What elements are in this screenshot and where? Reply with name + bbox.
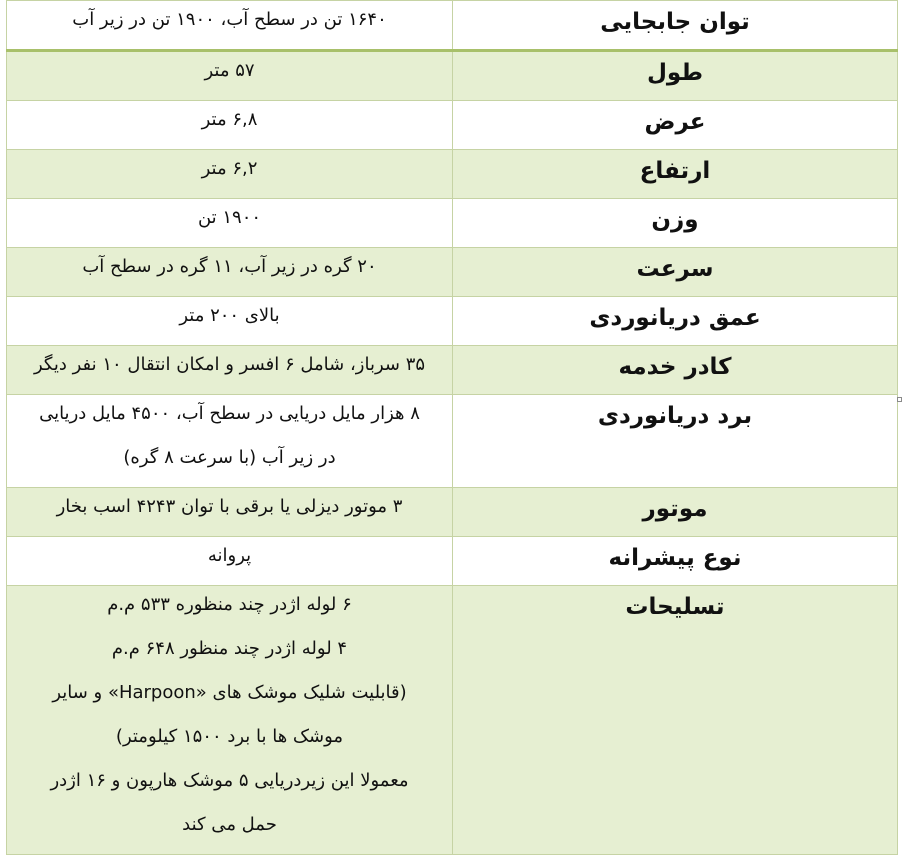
table-row: [7, 150, 898, 199]
row-value: [7, 51, 453, 101]
row-label: برد دریانوردی: [453, 395, 898, 488]
row-value: [7, 537, 453, 586]
row-label: توان جابجایی: [453, 1, 898, 51]
row-label: سرعت: [453, 248, 898, 297]
row-label: ارتفاع: [453, 150, 898, 199]
row-value: [7, 1, 453, 51]
table-row: [7, 395, 898, 488]
value-line: ۱۹۰۰ تن: [197, 207, 262, 228]
row-value: [7, 395, 453, 488]
row-label: عمق دریانوردی: [453, 297, 898, 346]
row-label: وزن: [453, 199, 898, 248]
row-value: [7, 297, 453, 346]
value-line: ۶ لوله اژدر چند منظوره ۵۳۳ م.م: [107, 594, 352, 615]
row-value: [7, 150, 453, 199]
resize-handle[interactable]: [897, 397, 902, 402]
value-line: ۳ موتور دیزلی یا برقی با توان ۴۲۴۳ اسب بخار: [56, 496, 403, 517]
table-row: [7, 199, 898, 248]
row-value: [7, 346, 453, 395]
value-line: ۸ هزار مایل دریایی در سطح آب، ۴۵۰۰ مایل دریایی: [39, 403, 420, 424]
row-label: کادر خدمه: [453, 346, 898, 395]
value-line: ۴ لوله اژدر چند منظور ۶۴۸ م.م: [111, 638, 348, 659]
value-line: پروانه: [207, 545, 252, 566]
value-line: ۲۰ گره در زیر آب، ۱۱ گره در سطح آب: [82, 256, 377, 277]
row-value: [7, 199, 453, 248]
row-label: نوع پیشرانه: [453, 537, 898, 586]
row-value: [7, 586, 453, 855]
table-row: [7, 51, 898, 101]
row-value: [7, 101, 453, 150]
value-line: بالای ۲۰۰ متر: [179, 305, 280, 326]
table-row: [7, 248, 898, 297]
value-line: ۱۶۴۰ تن در سطح آب، ۱۹۰۰ تن در زیر آب: [72, 9, 387, 30]
table-row: [7, 101, 898, 150]
table-row: [7, 297, 898, 346]
table-row: [7, 346, 898, 395]
table-row: [7, 488, 898, 537]
table-row: [7, 1, 898, 51]
table-row: [7, 537, 898, 586]
row-label: عرض: [453, 101, 898, 150]
submarine-spec-table: [6, 0, 898, 855]
row-label: تسلیحات: [453, 586, 898, 855]
value-line: ۶,۸ متر: [201, 109, 258, 130]
value-line: ۳۵ سرباز، شامل ۶ افسر و امکان انتقال ۱۰ نفر دیگر: [33, 354, 426, 375]
row-label: طول: [453, 51, 898, 101]
row-value: [7, 488, 453, 537]
value-line: موشک ها با برد ۱۵۰۰ کیلومتر): [115, 726, 344, 747]
table-row: [7, 586, 898, 855]
value-line: حمل می کند: [182, 814, 277, 835]
row-value: [7, 248, 453, 297]
row-label: موتور: [453, 488, 898, 537]
value-line: (قابلیت شلیک موشک های «Harpoon» و سایر: [52, 682, 407, 703]
value-line: در زیر آب (با سرعت ۸ گره): [123, 447, 336, 468]
value-line: ۵۷ متر: [204, 60, 255, 81]
value-line: ۶,۲ متر: [201, 158, 258, 179]
value-line: معمولا این زیردریایی ۵ موشک هارپون و ۱۶ اژدر: [50, 770, 409, 791]
